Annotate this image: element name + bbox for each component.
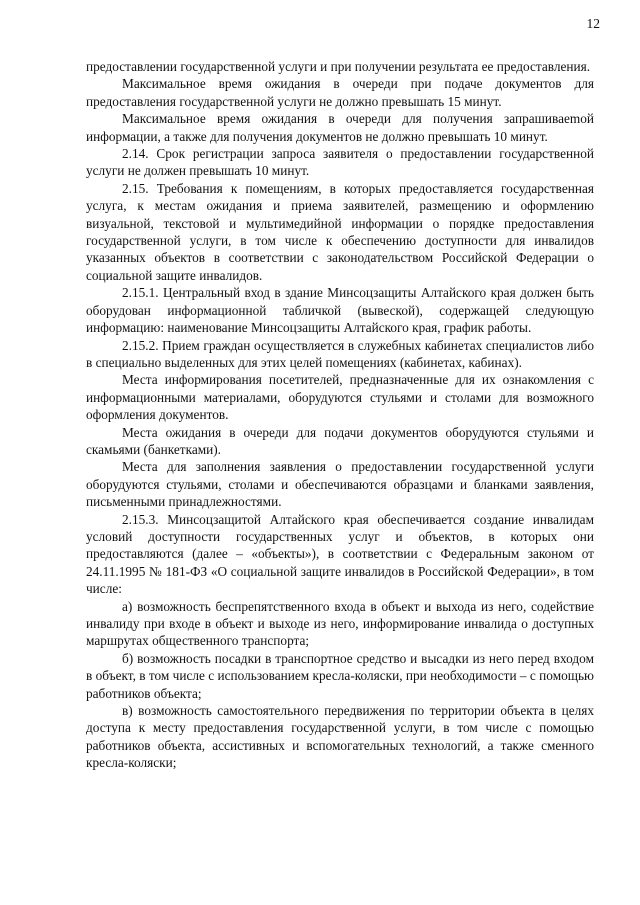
paragraph-2-15-1: 2.15.1. Центральный вход в здание Минсоцзащиты Алтайского края должен быть оборудован информационной табличкой (вывеской), содержащей следующую информацию: наименование Минсоцзащиты Алтайского края, график работы.: [86, 285, 594, 336]
paragraph-info-places: Места информирования посетителей, предназначенные для их ознакомления с информационными материалами, оборудуются стульями и столами для возможного оформления документов.: [86, 372, 594, 423]
list-item-a: а) возможность беспрепятственного входа в объект и выхода из него, содействие инвалиду при входе в объект и выходе из него, информирование инвалида о доступных маршрутах общественного транспорта;: [86, 598, 594, 649]
page-number: 12: [586, 16, 600, 31]
paragraph-application-places: Места для заполнения заявления о предоставлении государственной услуги оборудуются стульями, столами и обеспечиваются образцами и бланками заявления, письменными принадлежностями.: [86, 459, 594, 510]
list-item-b: б) возможность посадки в транспортное средство и высадки из него перед входом в объект, в том числе с использованием кресла-коляски, при необходимости – с помощью работников объекта;: [86, 650, 594, 701]
paragraph-continuation: предоставлении государственной услуги и при получении результата ее предоставления.: [86, 59, 591, 74]
paragraph-max-wait-receipt: Максимальное время ожидания в очереди для получения запрашиваеmой информации, а также для получения документов не должно превышать 10 минут.: [86, 111, 594, 144]
paragraph-max-wait-submission: Максимальное время ожидания в очереди при подаче документов для предоставления государственной услуги не должно превышать 15 минут.: [86, 76, 594, 109]
paragraph-2-15: 2.15. Требования к помещениям, в которых предоставляется государственная услуга, к местам ожидания и приема заявителей, размещению и оформлению визуальной, текстовой и мультимедийной информации о порядке предоставления государственной услуги, в том числе к обеспечению доступности для инвалидов указанных объектов в соответствии с законодательством Российской Федерации о социальной защите инвалидов.: [86, 180, 594, 283]
paragraph-2-14: 2.14. Срок регистрации запроса заявителя о предоставлении государственной услуги не должен превышать 10 минут.: [86, 146, 594, 179]
paragraph-2-15-3: 2.15.3. Минсоцзащитой Алтайского края обеспечивается создание инвалидам условий доступности государственных услуг и объектов, в которых они предоставляются (далее – «объекты»), в соответствии с Федеральным законом от 24.11.1995 № 181-ФЗ «О социальной защите инвалидов в Российской Федерации», в том числе:: [86, 511, 594, 597]
paragraph-waiting-places: Места ожидания в очереди для подачи документов оборудуются стульями и скамьями (банкетками).: [86, 424, 594, 457]
document-body: [86, 58, 594, 772]
paragraph-2-15-2: 2.15.2. Прием граждан осуществляется в служебных кабинетах специалистов либо в специально выделенных для этих целей помещениях (кабинетах, кабинах).: [86, 337, 594, 370]
list-item-v: в) возможность самостоятельного передвижения по территории объекта в целях доступа к месту предоставления государственной услуги, в том числе с помощью работников объекта, ассистивных и вспомогательных технологий, а также сменного кресла-коляски;: [86, 703, 594, 771]
